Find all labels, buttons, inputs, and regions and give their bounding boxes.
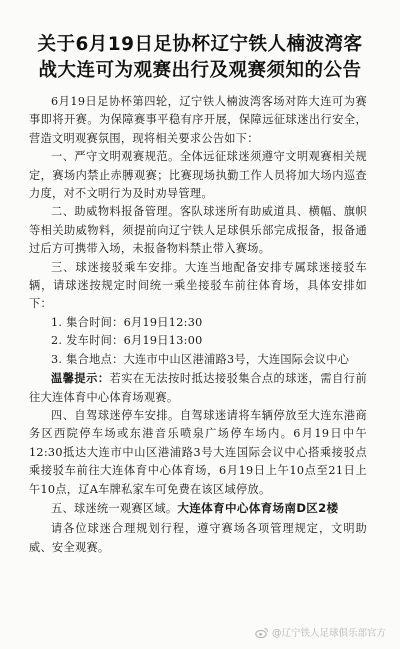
announcement-body <box>29 93 367 557</box>
closing-paragraph: 请各位球迷合理规划行程，遵守赛场各项管理规定，文明助威、安全观赛。 <box>29 522 367 554</box>
intro-paragraph: 6月19日足协杯第四轮，辽宁铁人楠波湾客场对阵大连可为赛事即将开赛。为保障赛事平稳有序开展，保障远征球迷出行安全，营造文明观赛氛围，现将相关要求公告如下： <box>29 95 367 145</box>
section-1: 一、严守文明观赛规范。全体远征球迷须遵守文明观赛相关规定，赛场内禁止赤膊观赛；比赛现场执勤工作人员将加大场内巡查力度，对不文明行为及时劝导管理。 <box>29 150 367 201</box>
section-5-area: 大连体育中心体育场南D区2楼 <box>177 500 339 515</box>
tip-text: 若实在无法按时抵达接驳集合点的球迷，需自行前往大连体育中心体育场观赛。 <box>29 372 367 404</box>
tip-paragraph <box>29 369 367 407</box>
item-departure-time: 2. 发车时间：6月19日13:00 <box>51 334 203 348</box>
section-5 <box>29 499 367 518</box>
item-assembly-location: 3. 集合地点：大连市中山区港浦路3号，大连国际会议中心 <box>51 352 350 366</box>
title-line-1: 关于6月19日足协杯辽宁铁人楠波湾客 <box>37 34 363 55</box>
section-5-prefix: 五、球迷统一观赛区域。 <box>51 501 178 515</box>
section-3: 三、球迷接驳乘车安排。大连当地配备安排专属球迷接驳车辆，请球迷按规定时间统一乘坐接驳车前往体育场，具体安排如下： <box>29 260 367 311</box>
title-line-2: 战大连可为观赛出行及观赛须知的公告 <box>38 60 362 81</box>
watermark <box>255 625 386 639</box>
section-2: 二、助威物料报备管理。客队球迷所有助威道具、横幅、旗帜等相关助威物料，须提前向辽宁铁人足球俱乐部完成报备，报备通过后方可携带入场，未报备物料禁止带入赛场。 <box>29 205 367 256</box>
weibo-icon <box>255 627 269 638</box>
section-4: 四、自驾球迷停车安排。自驾球迷请将车辆停放至大连东港商务区西院停车场或东港音乐喷泉广场停车场内。6月19日中午12:30抵达大连市中山区港浦路3号大连国际会议中心搭乘接驳点乘接驳车前往大连体育中心体育场，6月19日上午10点至21日上午10点，辽A车牌私家车可免费在该区域停放。 <box>29 408 367 496</box>
tip-label: 温馨提示： <box>51 371 110 386</box>
watermark-text: @辽宁铁人足球俱乐部官方 <box>271 628 386 639</box>
item-assembly-time: 1. 集合时间：6月19日12:30 <box>51 315 203 329</box>
